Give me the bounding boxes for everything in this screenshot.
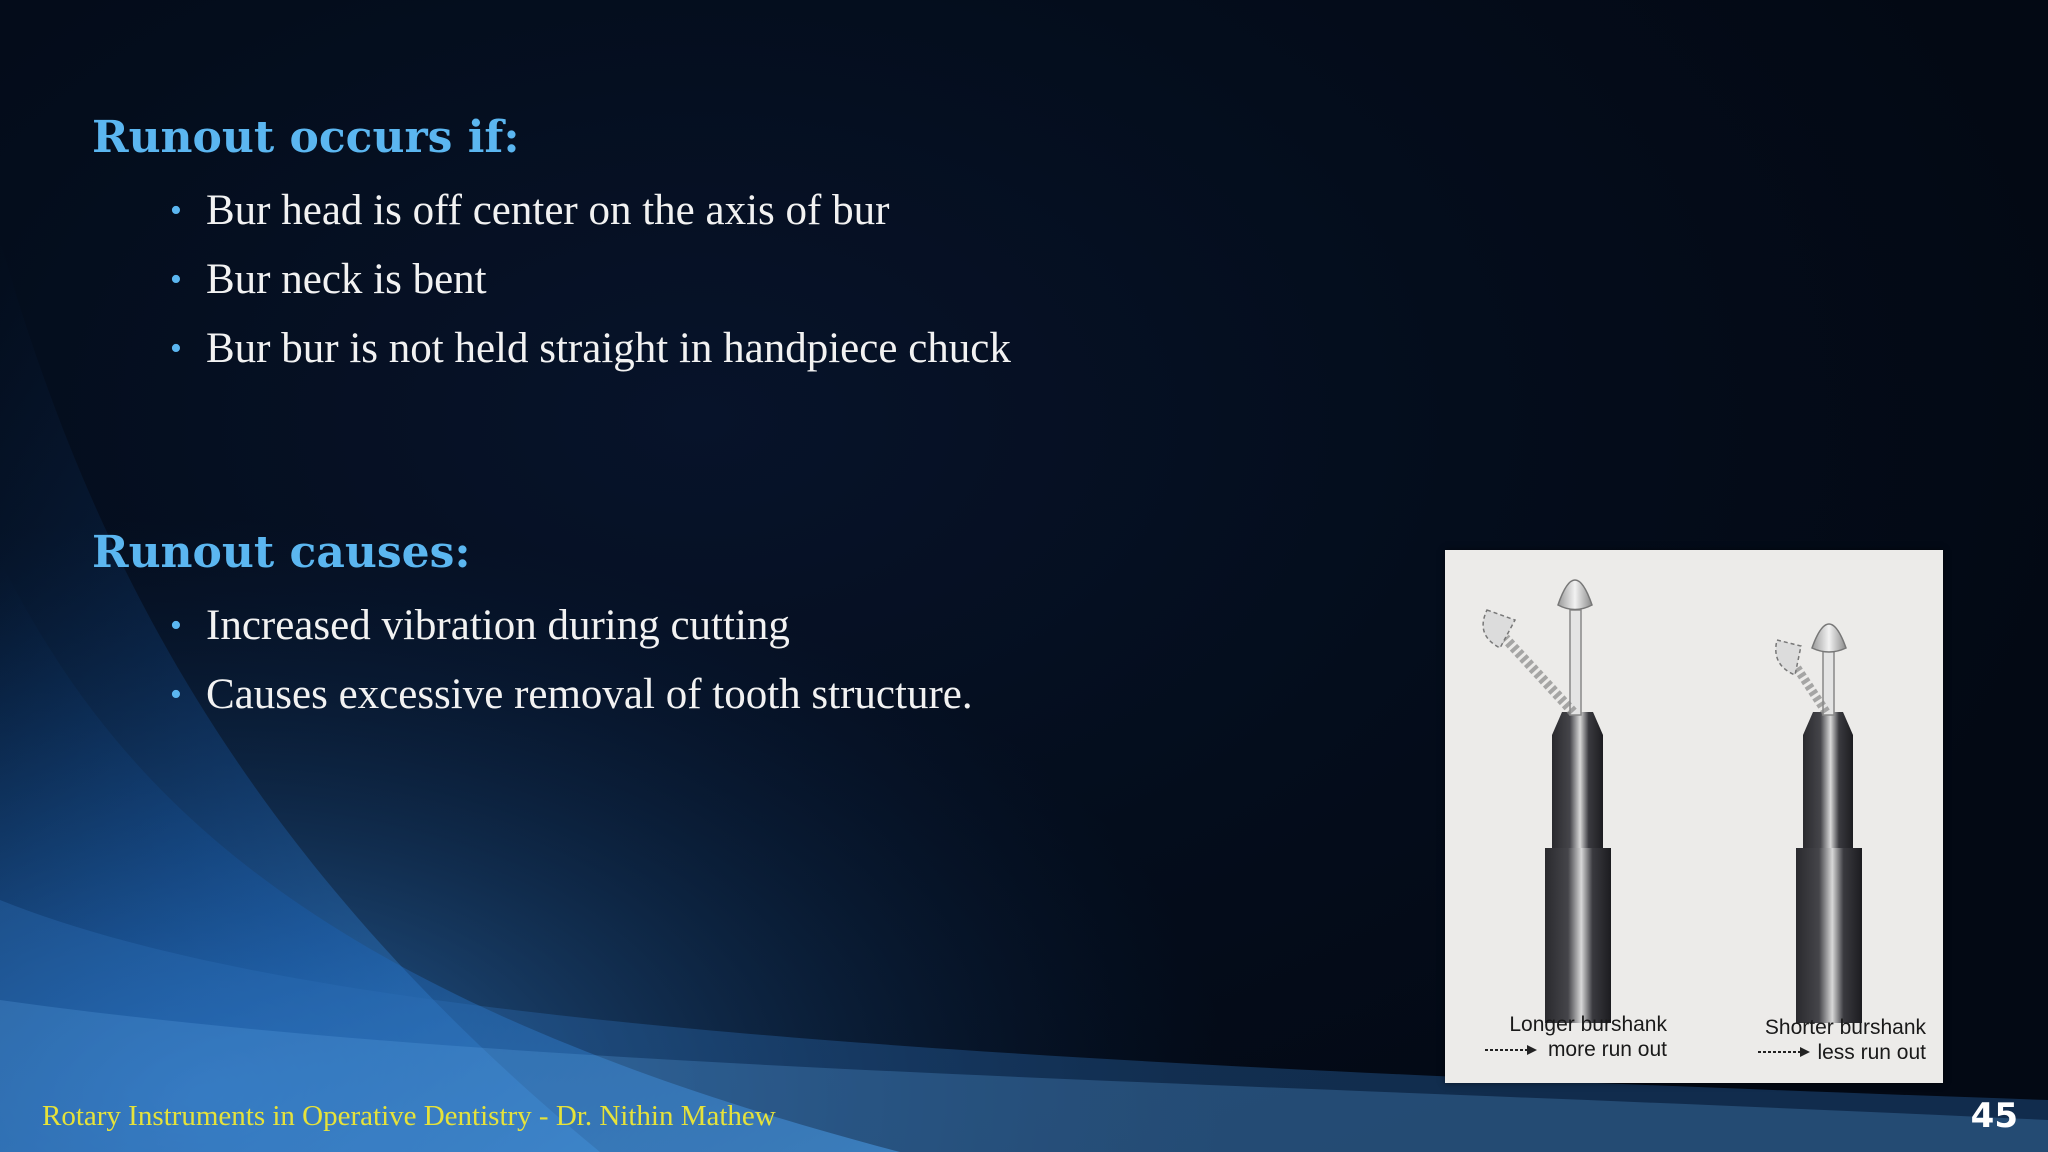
right-caption-line2: less run out [1817, 1041, 1926, 1064]
arrow-icon [1485, 1045, 1537, 1055]
page-number: 45 [1970, 1096, 2018, 1136]
bullet-icon: • [170, 261, 182, 298]
bullet-icon: • [170, 330, 182, 367]
longer-burshank-drawing [1483, 580, 1611, 1023]
list-item: • Bur neck is bent [170, 245, 1011, 314]
section2-heading: Runout causes: [92, 527, 471, 578]
bullet-icon: • [170, 192, 182, 229]
section2-bullet-list [170, 591, 973, 729]
left-caption-line2: more run out [1547, 1038, 1667, 1061]
list-item: • Bur bur is not held straight in handpiece chuck [170, 314, 1011, 383]
arrow-icon [1758, 1047, 1810, 1057]
burshank-runout-figure [1445, 550, 1943, 1083]
list-item: • Increased vibration during cutting [170, 591, 973, 660]
shorter-burshank-drawing [1776, 624, 1862, 1023]
right-caption-line1: Shorter burshank [1764, 1016, 1926, 1039]
bullet-icon: • [170, 607, 182, 644]
bur-illustration [1445, 550, 1943, 1083]
left-caption-line1: Longer burshank [1509, 1013, 1667, 1036]
section1-bullet-list [170, 176, 1011, 383]
list-item: • Bur head is off center on the axis of bur [170, 176, 1011, 245]
bullet-icon: • [170, 676, 182, 713]
footer-text: Rotary Instruments in Operative Dentistry - Dr. Nithin Mathew [42, 1100, 776, 1132]
section1-heading: Runout occurs if: [92, 112, 520, 163]
list-item: • Causes excessive removal of tooth structure. [170, 660, 973, 729]
